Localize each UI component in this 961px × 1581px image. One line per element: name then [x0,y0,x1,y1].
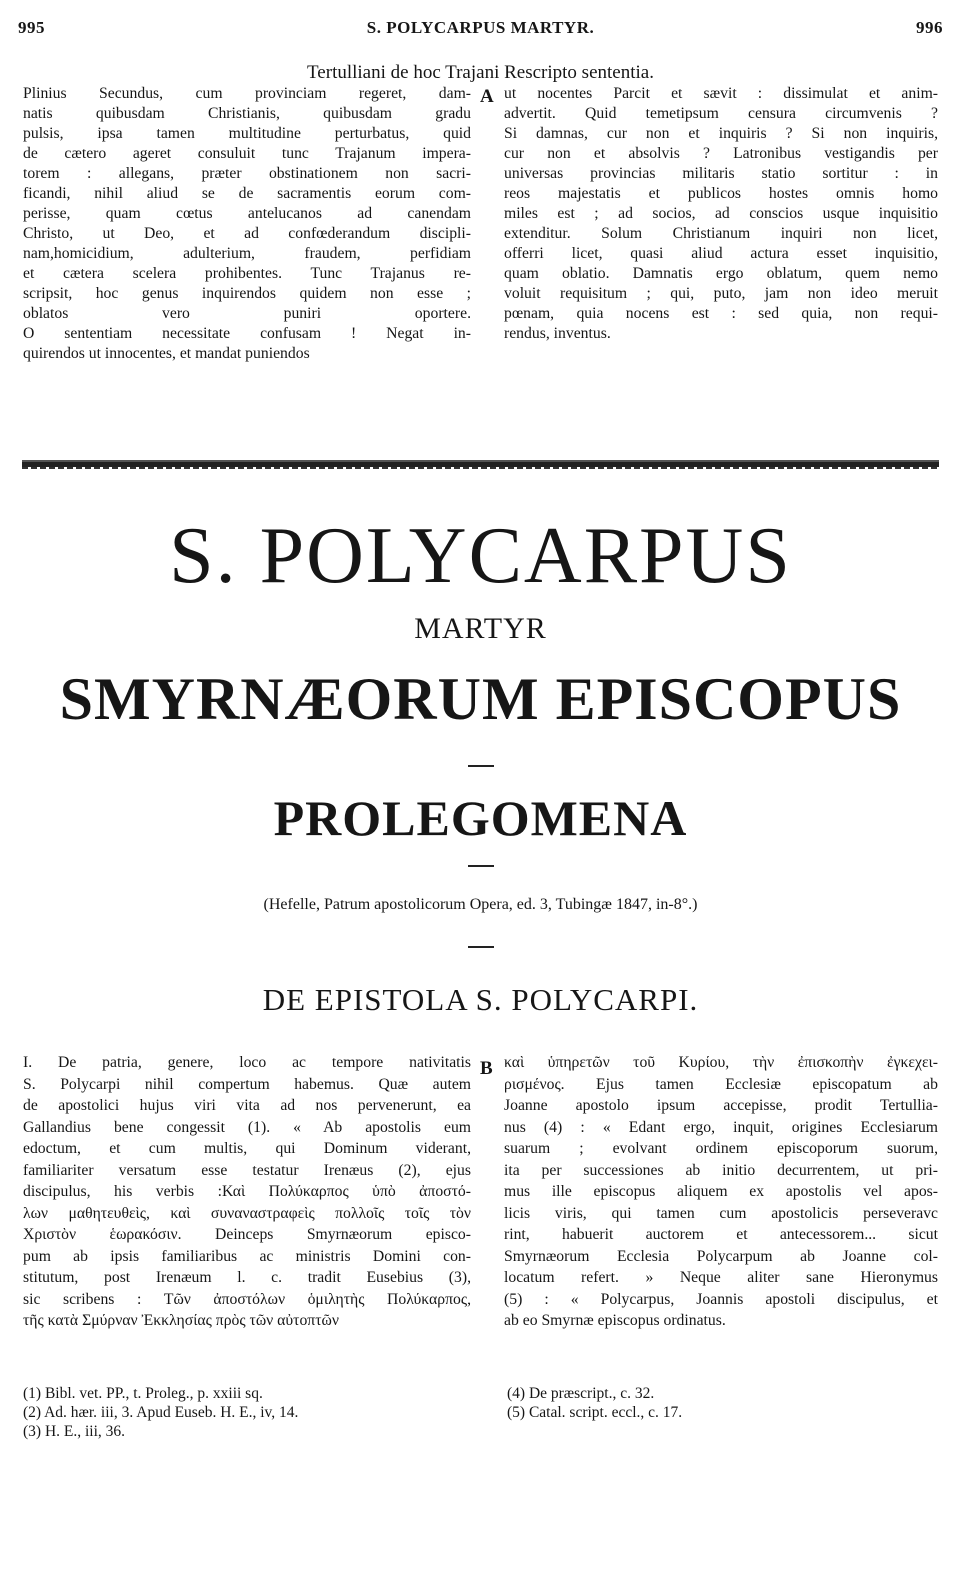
text-line: nam,homicidium, adulterium, fraudem, perfidiam [23,245,471,262]
separator-dash [468,865,494,867]
prolegomena-heading: PROLEGOMENA [273,790,688,846]
text-line: S. Polycarpi nihil compertum habemus. Quæ autem [23,1075,471,1093]
footnotes-left [23,1384,463,1441]
text-line: de apostolici hujus viri vita ad nos pervenerunt, ea [23,1097,471,1114]
page-number-right: 996 [916,18,943,37]
text-line: τῆς κατὰ Σμύρναν Ἐκκλησίας πρὸς τῶν αὐτοπτῶν [23,1312,339,1329]
separator-dash [468,765,494,767]
text-line: nus (4) : « Edant ergo, inquit, origines Ecclesiarum [504,1118,938,1136]
bottom-right-column [504,1052,938,1332]
text-line: Si damnas, cur non et inquiris ? Si non inquiris, [504,125,938,142]
subtitle-martyr: MARTYR [414,612,547,645]
column-marker-b: B [480,1058,493,1079]
text-line: Joanne apostolo ipsum accepisse, prodit Tertullia- [504,1097,938,1114]
text-line: universas provincias militaris statio sortitur : in [504,165,938,182]
text-line: λων μαθητευθεὶς, καὶ συναναστραφεὶς πολλοῖς τοῖς τὸν [23,1204,471,1222]
text-line: ut nocentes Parcit et sævit : dissimulat et anim- [504,85,938,102]
top-right-column [504,84,938,344]
edition-note: (Hefelle, Patrum apostolicorum Opera, ed. 3, Tubingæ 1847, in-8°.) [263,896,698,913]
text-line: locatum refert. » Neque aliter sane Hieronymus [504,1269,938,1286]
footnote: (5) Catal. script. eccl., c. 17. [507,1404,683,1421]
footnote: (1) Bibl. vet. PP., t. Proleg., p. xxiii sq. [23,1385,263,1402]
text-line: torem : allegans, præter obstinationem non sacri- [23,165,471,182]
text-line: miles est ; ad socios, ad conscios usque inquisitio [504,205,938,222]
text-line: καὶ ὑπηρετῶν τοῦ Κυρίου, τὴν ἐπισκοπὴν ἐγκεχει- [504,1054,938,1071]
text-line: O sententiam necessitate confusam ! Negat in- [23,325,471,342]
footnote: (4) De præscript., c. 32. [507,1385,655,1402]
text-line: Christo, ut Deo, et ad confœderandum discipli- [23,225,471,242]
text-line: stitutum, post Irenæum l. c. tradit Eusebius (3), [23,1269,471,1286]
footnote: (3) H. E., iii, 36. [23,1423,126,1440]
text-line: mus ille episcopus aliquem ex apostolis vel apos- [504,1183,938,1200]
running-title: S. POLYCARPUS MARTYR. [366,18,595,37]
text-line: sic scribens : Τῶν ἀποστόλων ὁμιλητὴς Πολύκαρπος, [23,1290,471,1308]
text-line: rint, habuerit auctorem et antecessorem... sicut [504,1226,938,1243]
bottom-left-column [23,1052,471,1332]
ornamental-rule [22,460,939,467]
text-line: licis viris, qui tamen cum apostolicis perseveravc [504,1204,938,1222]
page-number-left: 995 [18,18,45,37]
running-head [18,18,943,48]
text-line: ita per successiones ab initio decurrentem, ut pri- [504,1161,938,1179]
top-left-column [23,84,471,364]
text-line: ficandi, nihil aliud se de sacramentis eorum com- [23,185,471,202]
text-line: rendus, inventus. [504,325,611,342]
separator-dash [468,946,494,948]
text-line: edoctum, et cum multis, qui Dominum viderant, [23,1140,471,1157]
column-marker-a: A [480,86,494,107]
text-line: ab eo Smyrnæ episcopus ordinatus. [504,1312,726,1329]
text-line: suarum ; evolvant ordinem episcoporum suorum, [504,1140,938,1157]
text-line: pœnam, quia nocens est : sed quia, non requi- [504,305,938,322]
text-line: advertit. Quid temetipsum censura circumvenis ? [504,105,938,122]
footnotes-right [507,1384,927,1422]
text-line: Χριστὸν ἑωρακόσιν. Deinceps Smyrnæorum episco- [23,1226,471,1243]
text-line: Plinius Secundus, cum provinciam regeret, dam- [23,85,471,102]
text-line: discipulus, his verbis :Καὶ Πολύκαρπος ὑπὸ ἀποστό- [23,1183,471,1200]
text-line: familiariter versatum esse testatur Irenæus (2), ejus [23,1161,471,1179]
section-title: DE EPISTOLA S. POLYCARPI. [262,982,699,1017]
text-line: quam oblatio. Damnatis ergo oblatum, quem nemo [504,265,938,282]
text-line: oblatos vero puniri oportere. [23,305,471,322]
text-line: reos majestatis et publicos hostes omnis homo [504,185,938,202]
text-line: offerri licet, quasi aliud actura esset inquisitio, [504,245,938,262]
text-line: Gallandius bene congessit (1). « Ab apostolis eum [23,1118,471,1136]
footnote: (2) Ad. hær. iii, 3. Apud Euseb. H. E., iv, 14. [23,1404,299,1421]
text-line: cur non et absolvis ? Latronibus vestigandis per [504,145,938,162]
section-heading: Tertulliani de hoc Trajani Rescripto sententia. [307,62,654,83]
text-line: ρισμένος. Ejus tamen Ecclesiæ episcopatum ab [504,1075,938,1093]
text-line: I. De patria, genere, loco ac tempore nativitatis [23,1054,471,1071]
main-title: S. POLYCARPUS [169,512,792,600]
text-line: Smyrnæorum Ecclesia Polycarpum ab Joanne col- [504,1247,938,1265]
text-line: et cætera scelera prohibentes. Tunc Trajanus re- [23,265,471,282]
text-line: voluit requisitum ; qui, puto, jam non ideo meruit [504,285,938,302]
text-line: pulsis, ipsa tamen multitudine perturbatus, quid [23,125,471,142]
text-line: extenditur. Solum Christianum inquiri non licet, [504,225,938,242]
text-line: perisse, quam cœtus antelucanos ad canendam [23,205,471,222]
text-line: de cætero ageret consuluit tunc Trajanum impera- [23,145,471,162]
text-line: scripsit, hoc genus inquirendos quidem non esse ; [23,285,471,302]
text-line: natis quibusdam Christianis, quibusdam gradu [23,105,471,122]
text-line: quirendos ut innocentes, et mandat puniendos [23,345,310,362]
text-line: (5) : « Polycarpus, Joannis apostoli discipulus, et [504,1290,938,1308]
text-line: pum ab ipsis familiaribus ac ministris Domini con- [23,1247,471,1265]
subtitle-bishop: SMYRNÆORUM EPISCOPUS [59,666,902,732]
